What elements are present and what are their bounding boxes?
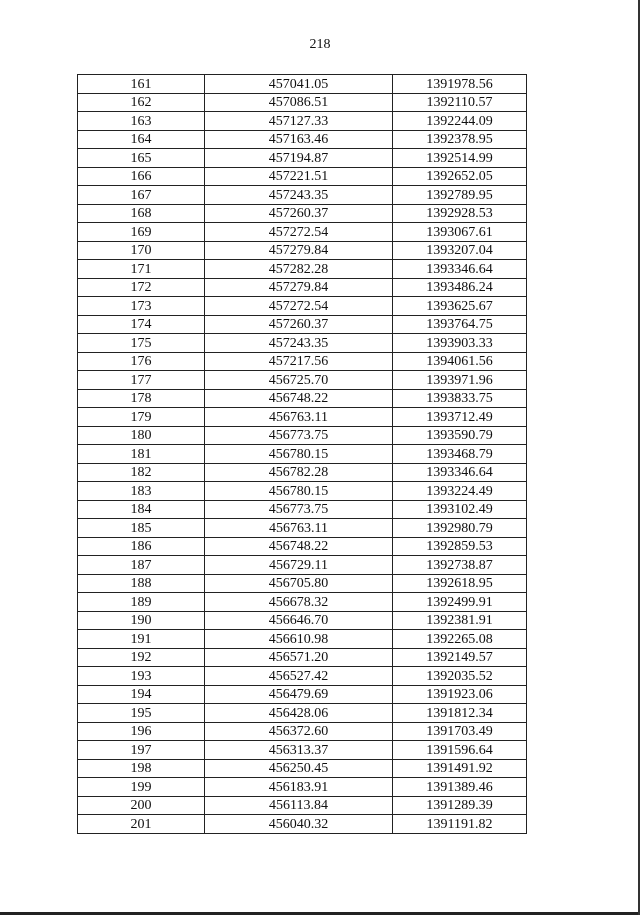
y-coordinate-cell: 1391978.56 bbox=[393, 75, 527, 94]
x-coordinate-cell: 456678.32 bbox=[205, 593, 393, 612]
x-coordinate-cell: 456782.28 bbox=[205, 463, 393, 482]
x-coordinate-cell: 456040.32 bbox=[205, 815, 393, 834]
y-coordinate-cell: 1393590.79 bbox=[393, 426, 527, 445]
table-row bbox=[78, 796, 527, 815]
table-row bbox=[78, 611, 527, 630]
y-coordinate-cell: 1391389.46 bbox=[393, 778, 527, 797]
page-number: 218 bbox=[309, 37, 331, 52]
table-row bbox=[78, 556, 527, 575]
y-coordinate-cell: 1393067.61 bbox=[393, 223, 527, 242]
y-coordinate-cell: 1391491.92 bbox=[393, 759, 527, 778]
y-coordinate-cell: 1392244.09 bbox=[393, 112, 527, 131]
table-row bbox=[78, 537, 527, 556]
y-coordinate-cell: 1392265.08 bbox=[393, 630, 527, 649]
x-coordinate-cell: 456773.75 bbox=[205, 500, 393, 519]
point-number-cell: 195 bbox=[78, 704, 205, 723]
y-coordinate-cell: 1391289.39 bbox=[393, 796, 527, 815]
table-row bbox=[78, 112, 527, 131]
point-number-cell: 174 bbox=[78, 315, 205, 334]
x-coordinate-cell: 456729.11 bbox=[205, 556, 393, 575]
y-coordinate-cell: 1391596.64 bbox=[393, 741, 527, 760]
table-row bbox=[78, 408, 527, 427]
y-coordinate-cell: 1393224.49 bbox=[393, 482, 527, 501]
y-coordinate-cell: 1392652.05 bbox=[393, 167, 527, 186]
y-coordinate-cell: 1392381.91 bbox=[393, 611, 527, 630]
y-coordinate-cell: 1392980.79 bbox=[393, 519, 527, 538]
table-row bbox=[78, 241, 527, 260]
point-number-cell: 166 bbox=[78, 167, 205, 186]
table-row bbox=[78, 204, 527, 223]
x-coordinate-cell: 456527.42 bbox=[205, 667, 393, 686]
x-coordinate-cell: 457282.28 bbox=[205, 260, 393, 279]
point-number-cell: 164 bbox=[78, 130, 205, 149]
table-row bbox=[78, 519, 527, 538]
point-number-cell: 201 bbox=[78, 815, 205, 834]
point-number-cell: 190 bbox=[78, 611, 205, 630]
y-coordinate-cell: 1393833.75 bbox=[393, 389, 527, 408]
x-coordinate-cell: 456113.84 bbox=[205, 796, 393, 815]
y-coordinate-cell: 1393486.24 bbox=[393, 278, 527, 297]
x-coordinate-cell: 457260.37 bbox=[205, 204, 393, 223]
table-row bbox=[78, 778, 527, 797]
point-number-cell: 161 bbox=[78, 75, 205, 94]
x-coordinate-cell: 457041.05 bbox=[205, 75, 393, 94]
point-number-cell: 162 bbox=[78, 93, 205, 112]
y-coordinate-cell: 1392514.99 bbox=[393, 149, 527, 168]
y-coordinate-cell: 1393764.75 bbox=[393, 315, 527, 334]
point-number-cell: 168 bbox=[78, 204, 205, 223]
point-number-cell: 198 bbox=[78, 759, 205, 778]
table-row bbox=[78, 149, 527, 168]
point-number-cell: 200 bbox=[78, 796, 205, 815]
x-coordinate-cell: 456773.75 bbox=[205, 426, 393, 445]
y-coordinate-cell: 1393102.49 bbox=[393, 500, 527, 519]
table-row bbox=[78, 334, 527, 353]
table-row bbox=[78, 741, 527, 760]
x-coordinate-cell: 456748.22 bbox=[205, 537, 393, 556]
x-coordinate-cell: 456725.70 bbox=[205, 371, 393, 390]
y-coordinate-cell: 1392035.52 bbox=[393, 667, 527, 686]
point-number-cell: 183 bbox=[78, 482, 205, 501]
y-coordinate-cell: 1394061.56 bbox=[393, 352, 527, 371]
y-coordinate-cell: 1391923.06 bbox=[393, 685, 527, 704]
x-coordinate-cell: 456250.45 bbox=[205, 759, 393, 778]
x-coordinate-cell: 457272.54 bbox=[205, 297, 393, 316]
table-row bbox=[78, 352, 527, 371]
point-number-cell: 167 bbox=[78, 186, 205, 205]
x-coordinate-cell: 457272.54 bbox=[205, 223, 393, 242]
table-row bbox=[78, 426, 527, 445]
point-number-cell: 169 bbox=[78, 223, 205, 242]
point-number-cell: 194 bbox=[78, 685, 205, 704]
coordinate-table bbox=[77, 74, 527, 834]
x-coordinate-cell: 457279.84 bbox=[205, 278, 393, 297]
x-coordinate-cell: 456646.70 bbox=[205, 611, 393, 630]
x-coordinate-cell: 457127.33 bbox=[205, 112, 393, 131]
y-coordinate-cell: 1391812.34 bbox=[393, 704, 527, 723]
point-number-cell: 189 bbox=[78, 593, 205, 612]
x-coordinate-cell: 456780.15 bbox=[205, 482, 393, 501]
x-coordinate-cell: 456479.69 bbox=[205, 685, 393, 704]
y-coordinate-cell: 1391191.82 bbox=[393, 815, 527, 834]
y-coordinate-cell: 1393207.04 bbox=[393, 241, 527, 260]
x-coordinate-cell: 457086.51 bbox=[205, 93, 393, 112]
point-number-cell: 197 bbox=[78, 741, 205, 760]
point-number-cell: 184 bbox=[78, 500, 205, 519]
y-coordinate-cell: 1393346.64 bbox=[393, 260, 527, 279]
table-row bbox=[78, 186, 527, 205]
y-coordinate-cell: 1392859.53 bbox=[393, 537, 527, 556]
table-row bbox=[78, 704, 527, 723]
table-row bbox=[78, 260, 527, 279]
table-row bbox=[78, 315, 527, 334]
table-row bbox=[78, 167, 527, 186]
x-coordinate-cell: 457163.46 bbox=[205, 130, 393, 149]
x-coordinate-cell: 456428.06 bbox=[205, 704, 393, 723]
y-coordinate-cell: 1392110.57 bbox=[393, 93, 527, 112]
table-row bbox=[78, 130, 527, 149]
table-row bbox=[78, 500, 527, 519]
table-row bbox=[78, 574, 527, 593]
point-number-cell: 186 bbox=[78, 537, 205, 556]
point-number-cell: 178 bbox=[78, 389, 205, 408]
y-coordinate-cell: 1393971.96 bbox=[393, 371, 527, 390]
x-coordinate-cell: 456705.80 bbox=[205, 574, 393, 593]
x-coordinate-cell: 456313.37 bbox=[205, 741, 393, 760]
point-number-cell: 179 bbox=[78, 408, 205, 427]
table-row bbox=[78, 667, 527, 686]
point-number-cell: 171 bbox=[78, 260, 205, 279]
point-number-cell: 181 bbox=[78, 445, 205, 464]
x-coordinate-cell: 456571.20 bbox=[205, 648, 393, 667]
table-row bbox=[78, 685, 527, 704]
point-number-cell: 187 bbox=[78, 556, 205, 575]
y-coordinate-cell: 1393712.49 bbox=[393, 408, 527, 427]
table-row bbox=[78, 722, 527, 741]
x-coordinate-cell: 457243.35 bbox=[205, 334, 393, 353]
table-row bbox=[78, 815, 527, 834]
x-coordinate-cell: 456610.98 bbox=[205, 630, 393, 649]
y-coordinate-cell: 1392378.95 bbox=[393, 130, 527, 149]
y-coordinate-cell: 1392149.57 bbox=[393, 648, 527, 667]
table-row bbox=[78, 593, 527, 612]
point-number-cell: 170 bbox=[78, 241, 205, 260]
point-number-cell: 191 bbox=[78, 630, 205, 649]
y-coordinate-cell: 1393346.64 bbox=[393, 463, 527, 482]
point-number-cell: 196 bbox=[78, 722, 205, 741]
y-coordinate-cell: 1393468.79 bbox=[393, 445, 527, 464]
point-number-cell: 199 bbox=[78, 778, 205, 797]
x-coordinate-cell: 456763.11 bbox=[205, 408, 393, 427]
y-coordinate-cell: 1393625.67 bbox=[393, 297, 527, 316]
x-coordinate-cell: 457194.87 bbox=[205, 149, 393, 168]
point-number-cell: 172 bbox=[78, 278, 205, 297]
x-coordinate-cell: 457243.35 bbox=[205, 186, 393, 205]
point-number-cell: 185 bbox=[78, 519, 205, 538]
table-row bbox=[78, 759, 527, 778]
x-coordinate-cell: 456763.11 bbox=[205, 519, 393, 538]
table-row bbox=[78, 482, 527, 501]
table-row bbox=[78, 648, 527, 667]
point-number-cell: 188 bbox=[78, 574, 205, 593]
table-row bbox=[78, 75, 527, 94]
table-row bbox=[78, 278, 527, 297]
point-number-cell: 180 bbox=[78, 426, 205, 445]
table-row bbox=[78, 630, 527, 649]
y-coordinate-cell: 1392499.91 bbox=[393, 593, 527, 612]
table-row bbox=[78, 93, 527, 112]
y-coordinate-cell: 1392928.53 bbox=[393, 204, 527, 223]
y-coordinate-cell: 1392618.95 bbox=[393, 574, 527, 593]
x-coordinate-cell: 457221.51 bbox=[205, 167, 393, 186]
table-row bbox=[78, 389, 527, 408]
y-coordinate-cell: 1393903.33 bbox=[393, 334, 527, 353]
y-coordinate-cell: 1392789.95 bbox=[393, 186, 527, 205]
point-number-cell: 177 bbox=[78, 371, 205, 390]
point-number-cell: 163 bbox=[78, 112, 205, 131]
table-body bbox=[78, 75, 527, 834]
x-coordinate-cell: 456372.60 bbox=[205, 722, 393, 741]
point-number-cell: 193 bbox=[78, 667, 205, 686]
y-coordinate-cell: 1391703.49 bbox=[393, 722, 527, 741]
table-row bbox=[78, 297, 527, 316]
point-number-cell: 173 bbox=[78, 297, 205, 316]
x-coordinate-cell: 457217.56 bbox=[205, 352, 393, 371]
table-row bbox=[78, 223, 527, 242]
point-number-cell: 165 bbox=[78, 149, 205, 168]
x-coordinate-cell: 456780.15 bbox=[205, 445, 393, 464]
x-coordinate-cell: 457260.37 bbox=[205, 315, 393, 334]
point-number-cell: 192 bbox=[78, 648, 205, 667]
point-number-cell: 175 bbox=[78, 334, 205, 353]
point-number-cell: 182 bbox=[78, 463, 205, 482]
x-coordinate-cell: 457279.84 bbox=[205, 241, 393, 260]
x-coordinate-cell: 456183.91 bbox=[205, 778, 393, 797]
y-coordinate-cell: 1392738.87 bbox=[393, 556, 527, 575]
x-coordinate-cell: 456748.22 bbox=[205, 389, 393, 408]
table-row bbox=[78, 445, 527, 464]
table-row bbox=[78, 371, 527, 390]
table-row bbox=[78, 463, 527, 482]
point-number-cell: 176 bbox=[78, 352, 205, 371]
